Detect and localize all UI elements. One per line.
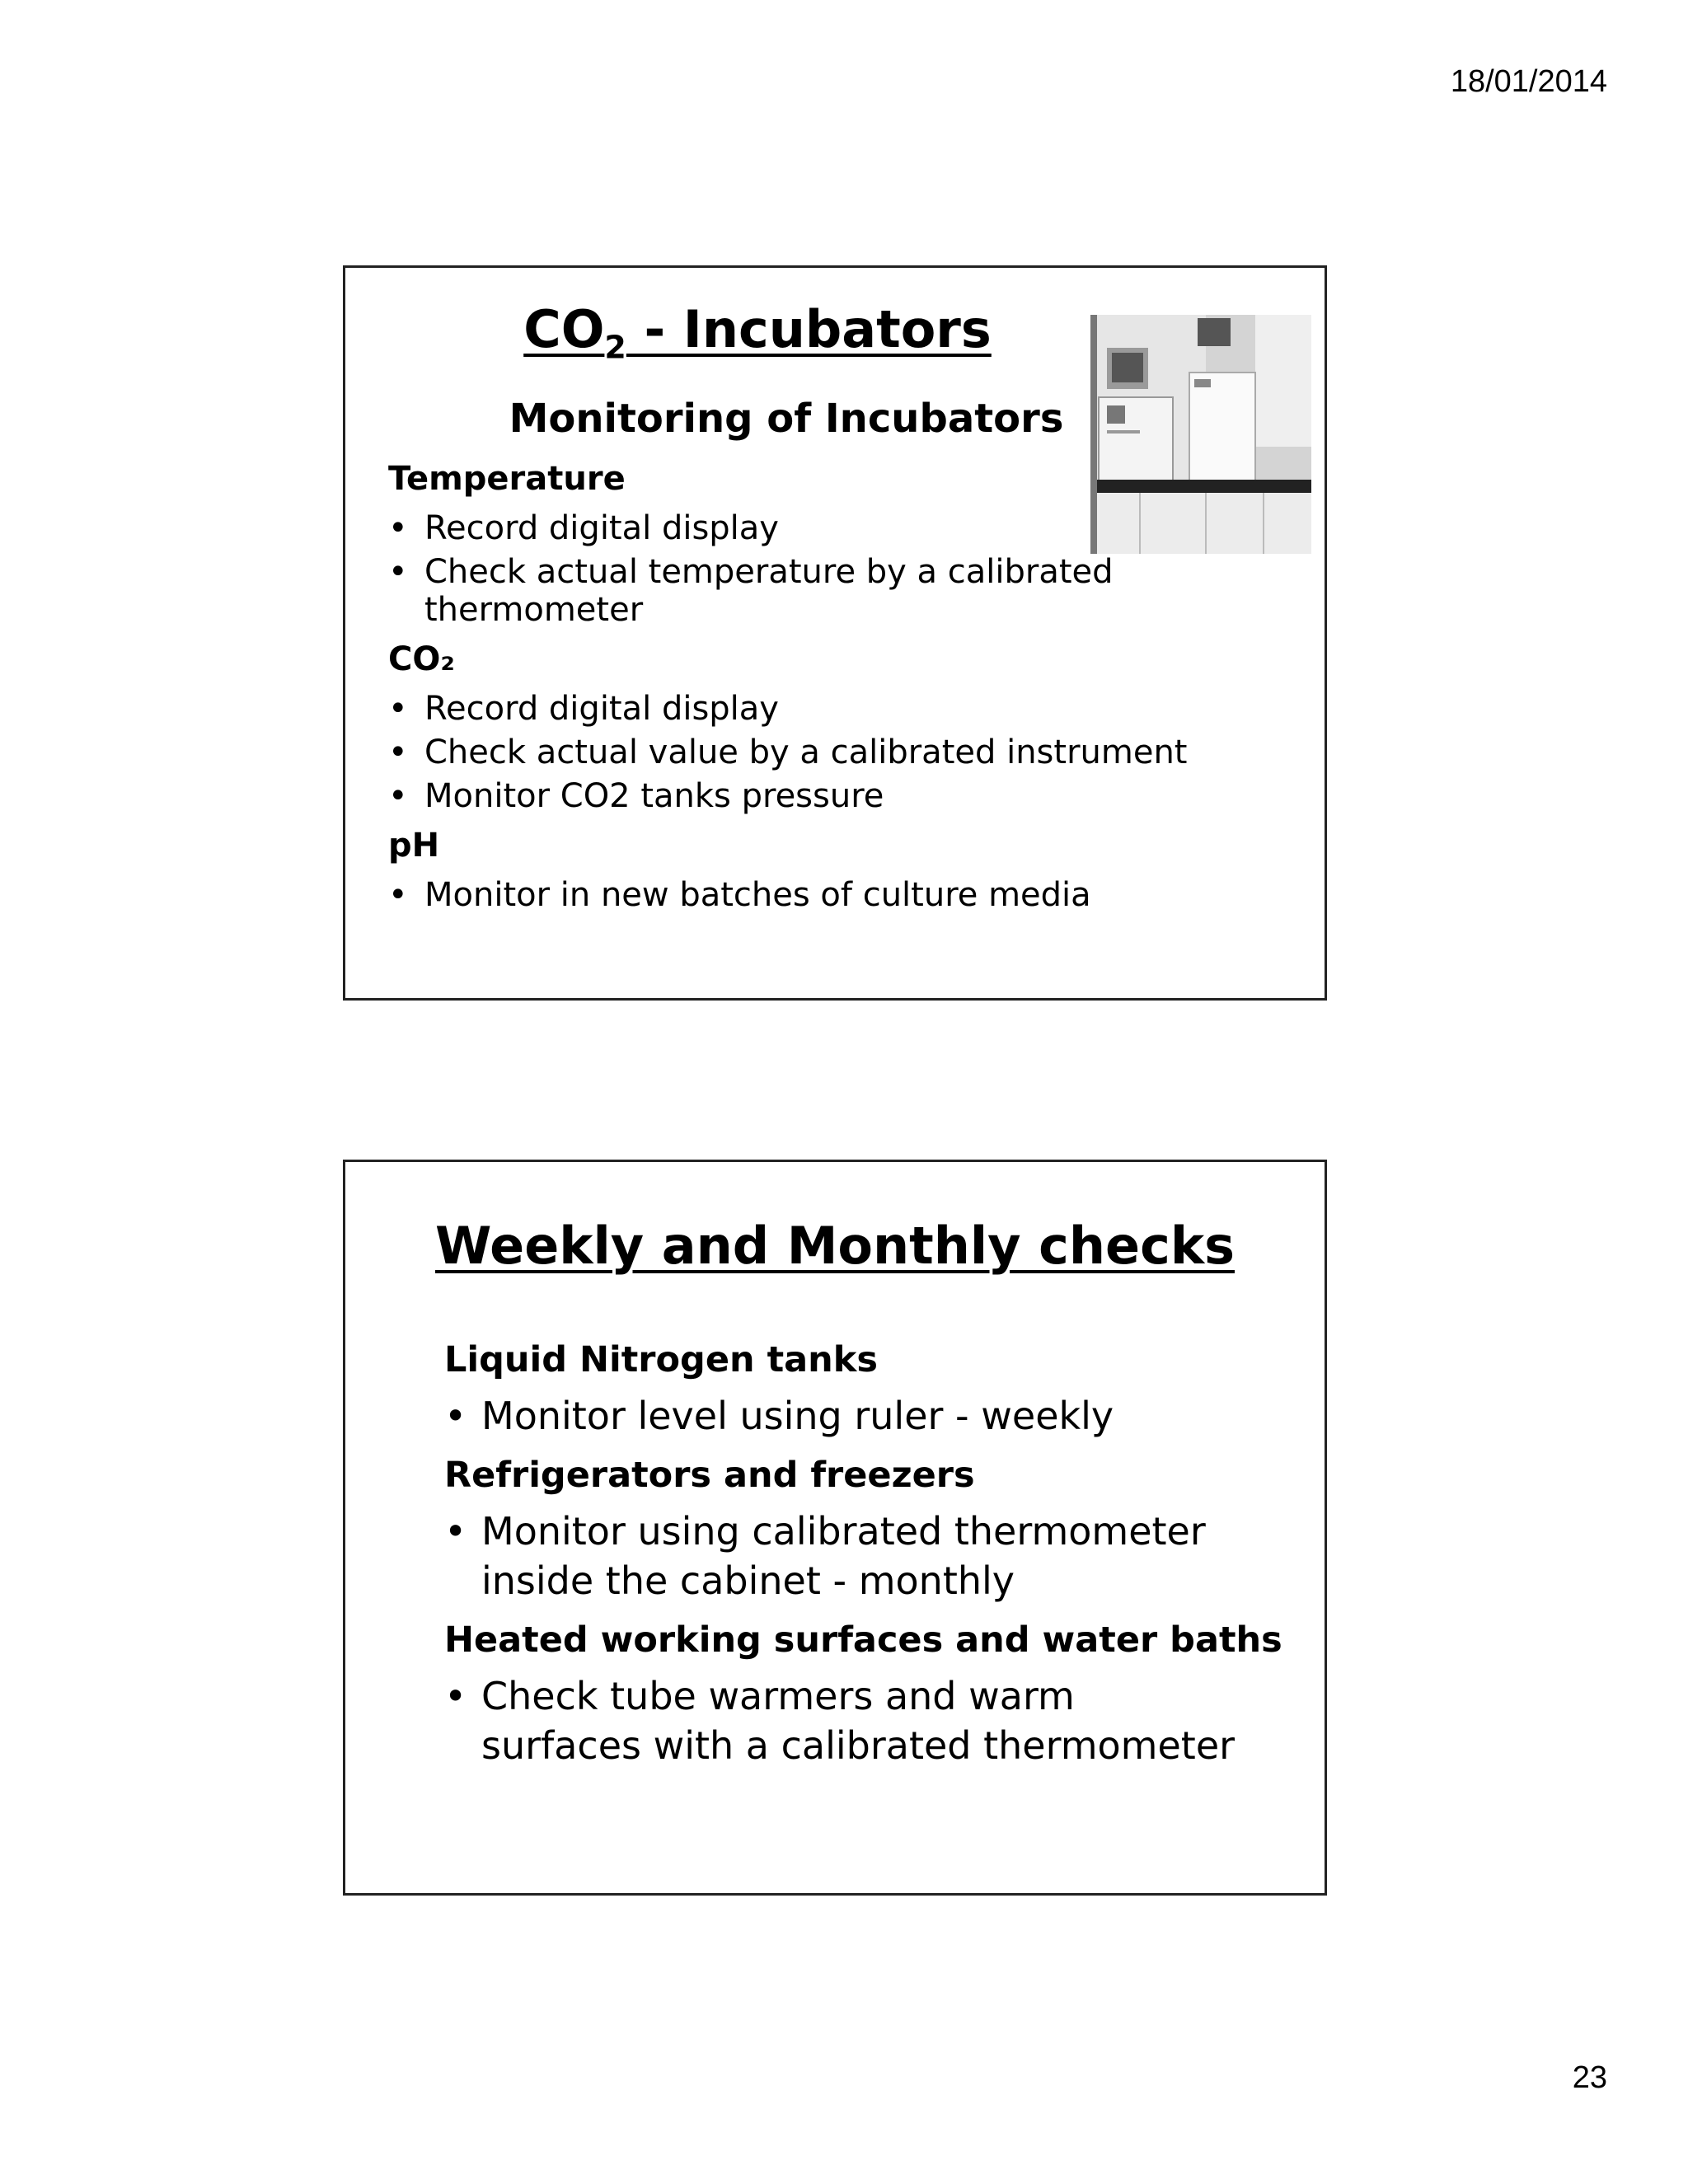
list-item	[388, 690, 1295, 728]
title-base: CO	[523, 299, 605, 359]
bullet-text: Record digital display	[424, 509, 779, 547]
section-heading-temperature: Temperature	[388, 460, 626, 498]
slide-title	[345, 299, 1170, 365]
section-heading-heated-surfaces: Heated working surfaces and water baths	[444, 1619, 1282, 1661]
list-item	[388, 876, 1295, 914]
slide-co2-incubators	[343, 265, 1327, 1001]
page-number: 23	[1572, 2060, 1607, 2095]
list-item	[388, 733, 1295, 771]
slide-content	[444, 1325, 1301, 1775]
bullet-text: Monitor using calibrated thermometer inside the cabinet - monthly	[481, 1509, 1206, 1603]
bullet-text: Check tube warmers and warm surfaces with a calibrated thermometer	[481, 1674, 1236, 1768]
title-subscript: 2	[604, 329, 626, 366]
bullet-text: Monitor CO2 tanks pressure	[424, 777, 884, 815]
list-item	[444, 1391, 1301, 1441]
header-date: 18/01/2014	[1450, 64, 1607, 99]
section-heading-refrigerators: Refrigerators and freezers	[444, 1455, 975, 1496]
list-item	[444, 1507, 1223, 1605]
bullet-text: Check actual temperature by a calibrated thermometer	[424, 553, 1114, 629]
section-heading-liquid-nitrogen: Liquid Nitrogen tanks	[444, 1339, 878, 1380]
slide-weekly-monthly-checks	[343, 1160, 1327, 1896]
bullet-text: Record digital display	[424, 690, 779, 728]
title-rest: - Incubators	[626, 299, 992, 359]
list-item	[444, 1671, 1240, 1770]
bullet-text: Monitor in new batches of culture media	[424, 876, 1091, 914]
section-heading-ph: pH	[388, 827, 440, 865]
bullet-text: Check actual value by a calibrated instrument	[424, 733, 1188, 771]
section-heading-co2: CO₂	[388, 640, 455, 678]
list-item	[388, 509, 1295, 547]
slide-subtitle: Monitoring of Incubators	[509, 396, 1064, 442]
slide-content	[388, 454, 1295, 920]
slide-title: Weekly and Monthly checks	[435, 1216, 1235, 1276]
list-item	[388, 553, 1133, 629]
list-item	[388, 777, 1295, 815]
bullet-text: Monitor level using ruler - weekly	[481, 1394, 1114, 1438]
